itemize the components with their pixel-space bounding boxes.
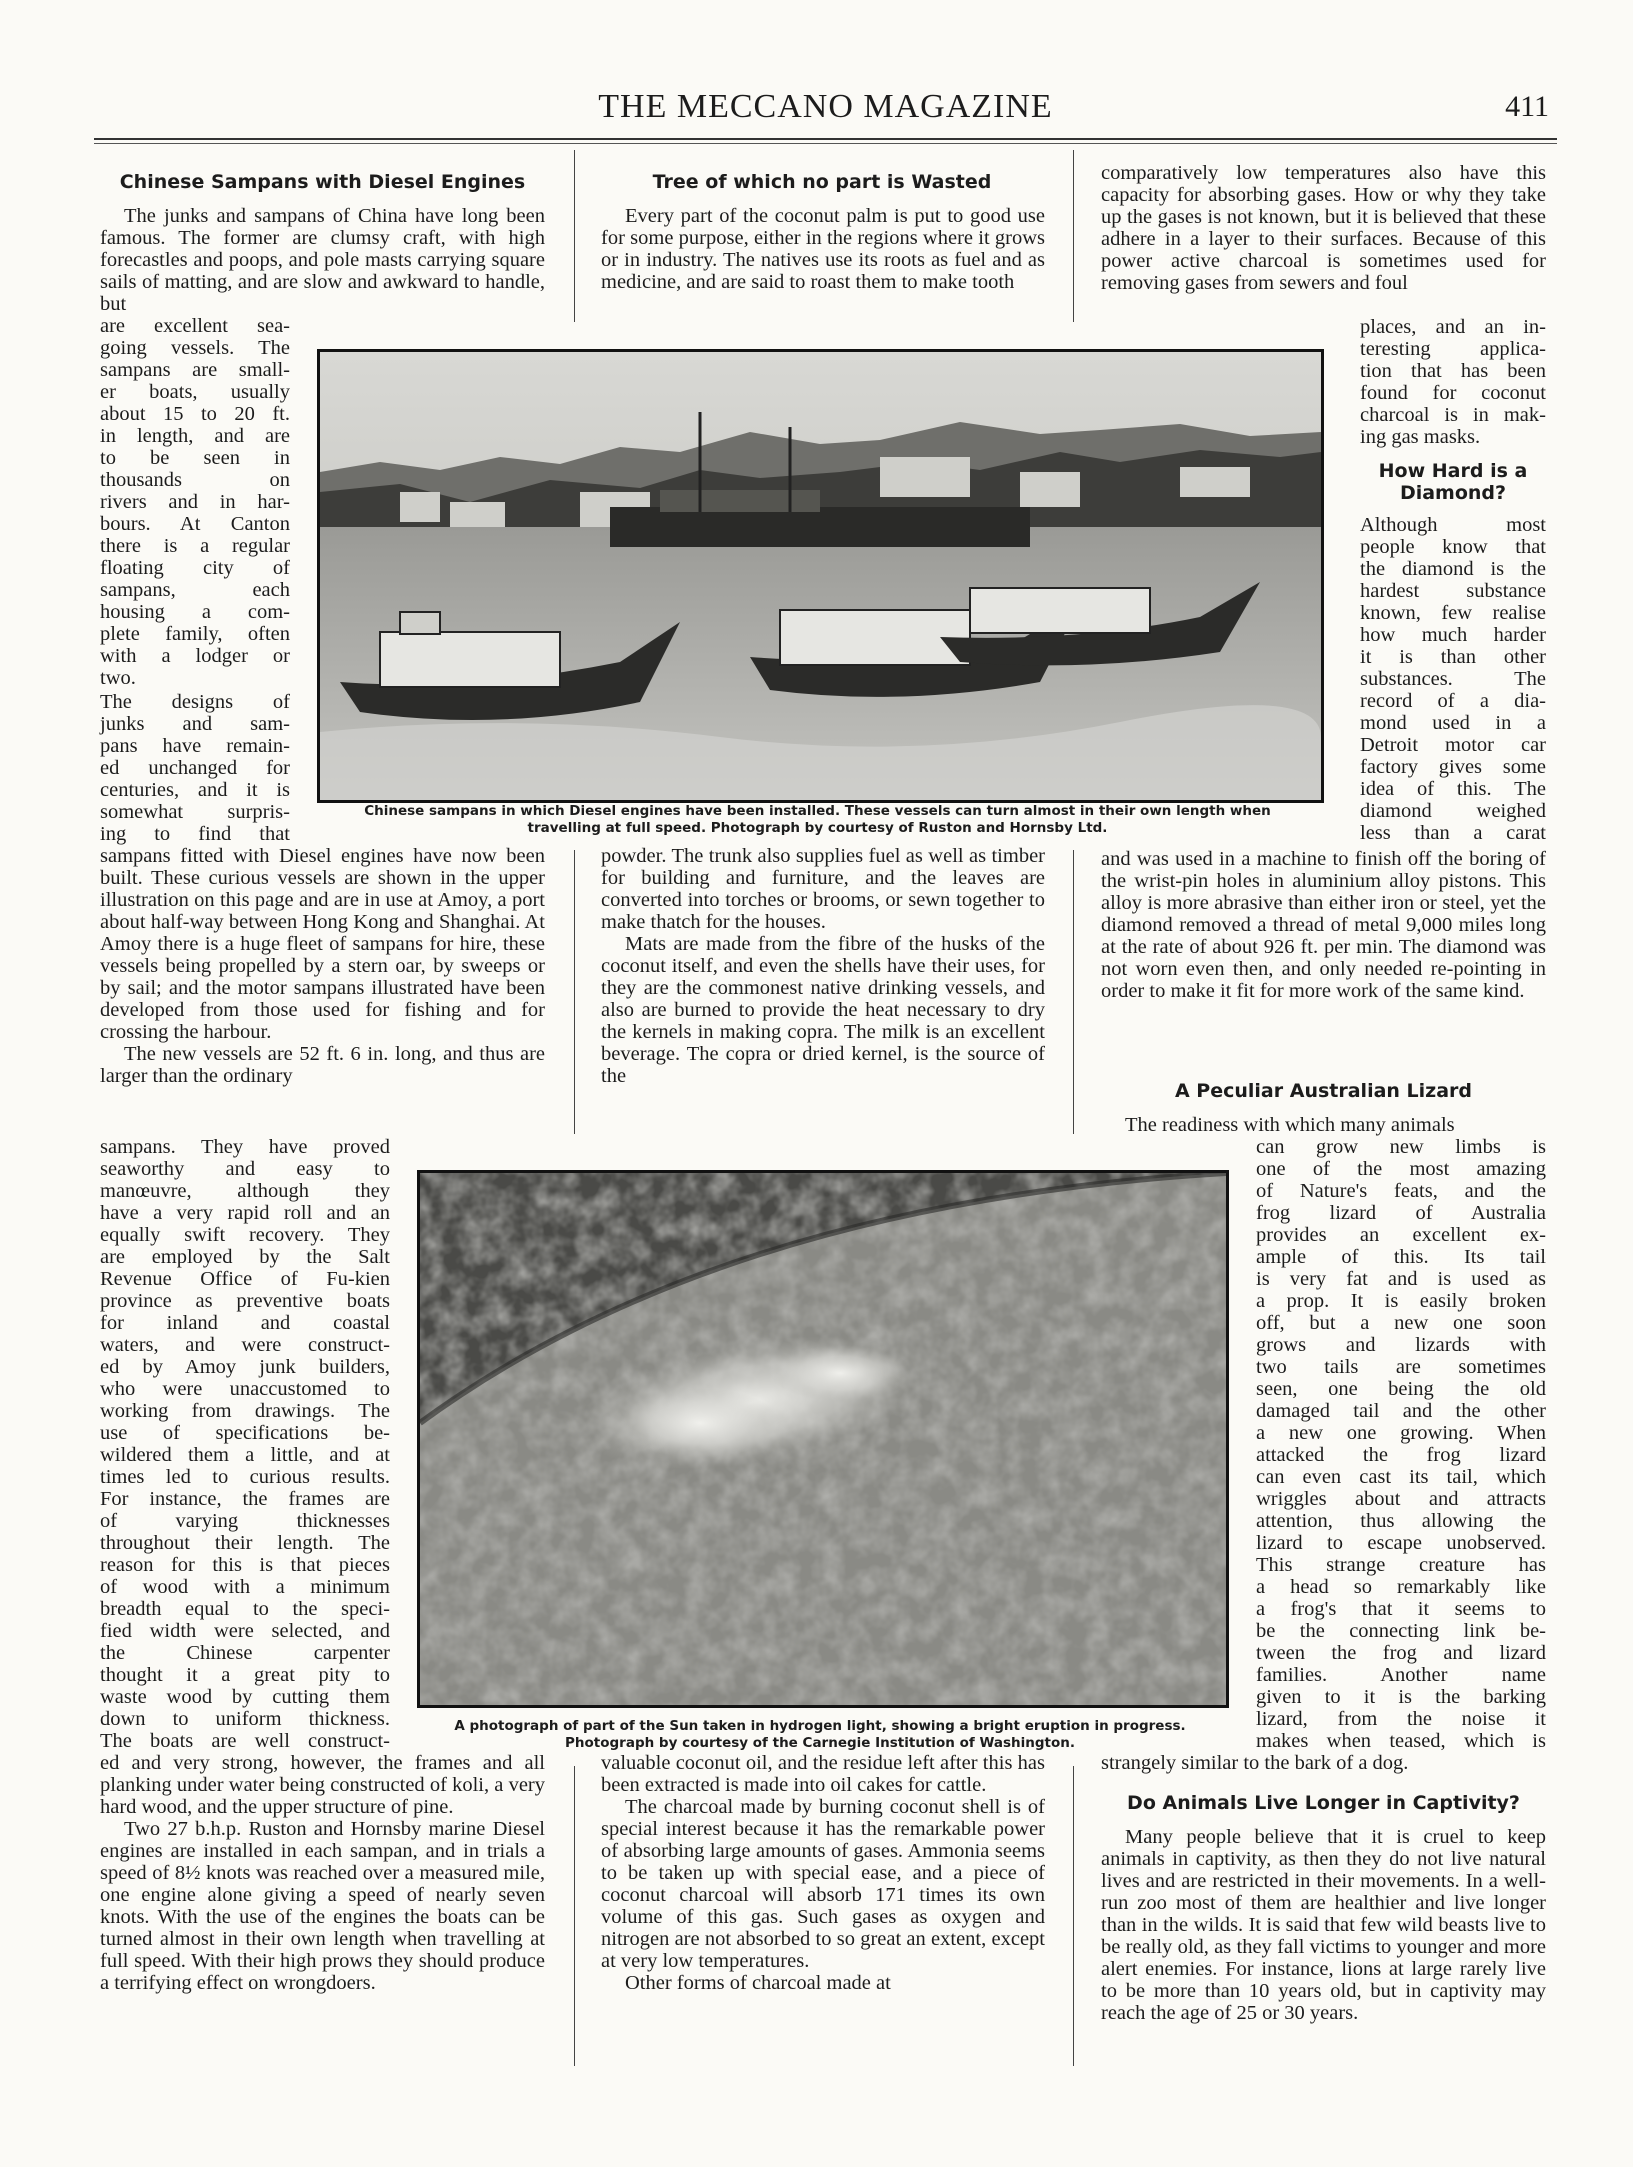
sampans-photo (317, 349, 1324, 803)
captivity-text (1101, 1826, 1546, 2024)
text-line: it is than other (1360, 646, 1546, 668)
coconut-para: Mats are made from the fibre of the husks of the coconut itself, and even the shells have their uses, for they are the commonest native drinking vessels, and also are burned to provide the heat necessary to dry the kernels in making copra. The milk is an excellent beverage. The copra or dried kernel, is the source of the (601, 933, 1045, 1087)
text-line: thousands on (100, 469, 290, 491)
sampans-narrow-text-2 (100, 691, 290, 845)
text-line: a frog's that it seems to (1256, 1598, 1546, 1620)
sampans-para: Two 27 b.h.p. Ruston and Hornsby marine Diesel engines are installed in each sampan, and in trials a speed of 8½ knots was reached over a measured mile, one engine alone giving a speed of nearly seven knots. With the use of the engines the boats can be turned almost in their own length when travelling at full speed. With their high prows they should produce a terrifying effect on wrongdoers. (100, 1818, 545, 1994)
lizard-heading: A Peculiar Australian Lizard (1174, 1080, 1473, 1102)
text-line: lizard to escape unobserved. (1256, 1532, 1546, 1554)
text-line: bours. At Canton (100, 513, 290, 535)
text-line: substances. The (1360, 668, 1546, 690)
text-line: er boats, usually (100, 381, 290, 403)
text-line: lizard, from the noise it (1256, 1708, 1546, 1730)
text-line: charcoal is in mak- (1360, 404, 1546, 426)
text-line: idea of this. The (1360, 778, 1546, 800)
text-line: the diamond is the (1360, 558, 1546, 580)
text-line: This strange creature has (1256, 1554, 1546, 1576)
text-line: found for coconut (1360, 382, 1546, 404)
sun-caption-line: Photograph by courtesy of the Carnegie Institution of Washington. (565, 1735, 1075, 1751)
text-line: wildered them a little, and at (100, 1444, 390, 1466)
charcoal-para: comparatively low temperatures also have this capacity for absorbing gases. How or why they take up the gases is not known, but it is believed that these adhere in a layer to their surfaces. Because of this power active charcoal is sometimes used for removing gases from sewers and foul (1101, 162, 1546, 294)
text-line: with a lodger or (100, 645, 290, 667)
text-line: diamond weighed (1360, 800, 1546, 822)
text-line: mond used in a (1360, 712, 1546, 734)
text-line: to be seen in (100, 447, 290, 469)
text-line: centuries, and it is (100, 779, 290, 801)
text-line: working from drawings. The (100, 1400, 390, 1422)
text-line: going vessels. The (100, 337, 290, 359)
text-line: throughout their length. The (100, 1532, 390, 1554)
text-line: off, but a new one soon (1256, 1312, 1546, 1334)
text-line: for inland and coastal (100, 1312, 390, 1334)
column-rule (1073, 150, 1074, 322)
text-line: record of a dia- (1360, 690, 1546, 712)
text-line: breadth equal to the speci- (100, 1598, 390, 1620)
coconut-mid-text (601, 845, 1045, 1087)
text-line: down to uniform thickness. (100, 1708, 390, 1730)
text-line: known, few realise (1360, 602, 1546, 624)
sampans-caption (300, 803, 1335, 837)
column-rule (1073, 1766, 1074, 2066)
text-line: sampans are small- (100, 359, 290, 381)
text-line: two tails are sometimes (1256, 1356, 1546, 1378)
page-number: 411 (1505, 90, 1549, 123)
text-line: the Chinese carpenter (100, 1642, 390, 1664)
text-line: Detroit motor car (1360, 734, 1546, 756)
text-line: sampans. They have proved (100, 1136, 390, 1158)
text-line: attacked the frog lizard (1256, 1444, 1546, 1466)
text-line: equally swift recovery. They (100, 1224, 390, 1246)
sampans-intro (100, 205, 545, 315)
sampans-narrow-text-3 (100, 1136, 390, 1752)
sampans-caption-line: Chinese sampans in which Diesel engines have been installed. These vessels can turn almost in their own length when (364, 803, 1271, 819)
text-line: of varying thicknesses (100, 1510, 390, 1532)
charcoal-continuation (1101, 162, 1546, 294)
text-line: seen, one being the old (1256, 1378, 1546, 1400)
text-line: Revenue Office of Fu-kien (100, 1268, 390, 1290)
text-line: use of specifications be- (100, 1422, 390, 1444)
text-line: province as preventive boats (100, 1290, 390, 1312)
text-line: plete family, often (100, 623, 290, 645)
text-line: be the connecting link be- (1256, 1620, 1546, 1642)
coconut-heading: Tree of which no part is Wasted (652, 171, 992, 193)
header-rule-thin (94, 143, 1557, 144)
column-rule (1073, 850, 1074, 1134)
text-line: reason for this is that pieces (100, 1554, 390, 1576)
text-line: seaworthy and easy to (100, 1158, 390, 1180)
text-line: thought it a great pity to (100, 1664, 390, 1686)
text-line: are employed by the Salt (100, 1246, 390, 1268)
text-line: of Nature's feats, and the (1256, 1180, 1546, 1202)
text-line: Although most (1360, 514, 1546, 536)
column-rule (574, 150, 575, 322)
coconut-para: powder. The trunk also supplies fuel as well as timber for building and furniture, and the leaves are converted into torches or brooms, or sewn together to make thatch for the houses. (601, 845, 1045, 933)
text-line: one of the most amazing (1256, 1158, 1546, 1180)
text-line: The boats are well construct- (100, 1730, 390, 1752)
coconut-para: valuable coconut oil, and the residue left after this has been extracted is made into oil cakes for cattle. (601, 1752, 1045, 1796)
text-line: times led to curious results. (100, 1466, 390, 1488)
text-line: housing a com- (100, 601, 290, 623)
text-line: given to it is the barking (1256, 1686, 1546, 1708)
text-line: two. (100, 667, 136, 689)
text-line: provides an excellent ex- (1256, 1224, 1546, 1246)
text-line: a head so remarkably like (1256, 1576, 1546, 1598)
text-line: frog lizard of Australia (1256, 1202, 1546, 1224)
text-line: rivers and in har- (100, 491, 290, 513)
lizard-narrow-text (1256, 1136, 1546, 1752)
sampans-bottom-text (100, 1752, 545, 1994)
charcoal-narrow-text (1360, 316, 1546, 448)
magazine-title: THE MECCANO MAGAZINE (598, 88, 1053, 125)
sun-photo (417, 1170, 1229, 1708)
text-line: wriggles about and attracts (1256, 1488, 1546, 1510)
text-line: fied width were selected, and (100, 1620, 390, 1642)
text-line: manœuvre, although they (100, 1180, 390, 1202)
text-line: families. Another name (1256, 1664, 1546, 1686)
sampans-narrow-text-1 (100, 315, 290, 689)
lizard-first-line (1101, 1114, 1546, 1136)
sampans-para: The new vessels are 52 ft. 6 in. long, and thus are larger than the ordinary (100, 1043, 545, 1087)
diamond-narrow-text (1360, 514, 1546, 844)
text-line: tion that has been (1360, 360, 1546, 382)
sun-caption (400, 1718, 1240, 1752)
text-line: in length, and are (100, 425, 290, 447)
column-rule (574, 1766, 575, 2066)
text-line: The designs of (100, 691, 290, 713)
text-line: ample of this. Its tail (1256, 1246, 1546, 1268)
text-line: about 15 to 20 ft. (100, 403, 290, 425)
text-line: who were unaccustomed to (100, 1378, 390, 1400)
sampans-heading: Chinese Sampans with Diesel Engines (119, 171, 526, 193)
coconut-para: Other forms of charcoal made at (625, 1972, 891, 1994)
coconut-para: Every part of the coconut palm is put to good use for some purpose, either in the regions where it grows or in industry. The natives use its roots as fuel and as medicine, and are said to roast them to make tooth (601, 205, 1045, 293)
text-line: ing to find that (100, 823, 290, 845)
text-line: sampans, each (100, 579, 290, 601)
text-line: hardest substance (1360, 580, 1546, 602)
text-line: For instance, the frames are (100, 1488, 390, 1510)
sampans-mid-text (100, 845, 545, 1087)
diamond-text (1101, 848, 1546, 1002)
coconut-para: The charcoal made by burning coconut shell is of special interest because it has the remarkable power of absorbing large amounts of gases. Ammonia seems to be taken up with special ease, and a piece of coconut charcoal will absorb 171 times its own volume of this gas. Such gases as oxygen and nitrogen are not absorbed to so great an extent, except at very low temperatures. (601, 1796, 1045, 1972)
text-line: tween the frog and lizard (1256, 1642, 1546, 1664)
header-rule (94, 138, 1557, 140)
text-line: less than a carat (1360, 822, 1546, 844)
text-line: floating city of (100, 557, 290, 579)
text-line: waste wood by cutting them (100, 1686, 390, 1708)
text-line: teresting applica- (1360, 338, 1546, 360)
text-line: pans have remain- (100, 735, 290, 757)
sampans-caption-line: travelling at full speed. Photograph by courtesy of Ruston and Hornsby Ltd. (527, 820, 1108, 836)
lizard-last-line (1101, 1752, 1546, 1774)
captivity-para: Many people believe that it is cruel to keep animals in captivity, as then they do not live natural lives and are restricted in their movements. In a well-run zoo most of them are healthier and live longer than in the wilds. It is said that few wild beasts live to be really old, as they fall victims to younger and more alert enemies. For instance, lions at large rarely live to be more than 10 years old, but in captivity may reach the age of 25 or 30 years. (1101, 1826, 1546, 2024)
lizard-para: The readiness with which many animals (1125, 1114, 1455, 1136)
text-line: ed by Amoy junk builders, (100, 1356, 390, 1378)
text-line: ing gas masks. (1360, 426, 1481, 448)
sun-photo-image (420, 1173, 1226, 1705)
text-line: grows and lizards with (1256, 1334, 1546, 1356)
text-line: how much harder (1360, 624, 1546, 646)
text-line: are excellent sea- (100, 315, 290, 337)
text-line: can even cast its tail, which (1256, 1466, 1546, 1488)
coconut-bottom-text (601, 1752, 1045, 1994)
text-line: a new one growing. When (1256, 1422, 1546, 1444)
text-line: is very fat and is used as (1256, 1268, 1546, 1290)
text-line: places, and an in- (1360, 316, 1546, 338)
text-line: factory gives some (1360, 756, 1546, 778)
sampans-photo-image (320, 352, 1321, 800)
text-line: ed unchanged for (100, 757, 290, 779)
text-line: a prop. It is easily broken (1256, 1290, 1546, 1312)
sampans-para: sampans fitted with Diesel engines have now been built. These curious vessels are shown in the upper illustration on this page and are in use at Amoy, a port about half-way between Hong Kong and Shanghai. At Amoy there is a huge fleet of sampans for hire, these vessels being propelled by a stern oar, by sweeps or by sail; and the motor sampans illustrated have been developed from those used for fishing and for crossing the harbour. (100, 845, 545, 1043)
text-line: junks and sam- (100, 713, 290, 735)
lizard-para: strangely similar to the bark of a dog. (1101, 1752, 1409, 1774)
diamond-heading: How Hard is a Diamond? (1378, 460, 1528, 504)
text-line: of wood with a minimum (100, 1576, 390, 1598)
text-line: have a very rapid roll and an (100, 1202, 390, 1224)
text-line: somewhat surpris- (100, 801, 290, 823)
captivity-heading: Do Animals Live Longer in Captivity? (1127, 1792, 1520, 1814)
text-line: makes when teased, which is (1256, 1730, 1546, 1752)
text-line: attention, thus allowing the (1256, 1510, 1546, 1532)
text-line: there is a regular (100, 535, 290, 557)
sampans-para: ed and very strong, however, the frames and all planking under water being constructed of koli, a very hard wood, and the upper structure of pine. (100, 1752, 545, 1818)
text-line: people know that (1360, 536, 1546, 558)
page-header (94, 88, 1557, 128)
sampans-para: The junks and sampans of China have long been famous. The former are clumsy craft, with high forecastles and poops, and pole masts carrying square sails of matting, and are slow and awkward to handle, but (100, 205, 545, 315)
diamond-para: and was used in a machine to finish off the boring of the wrist-pin holes in aluminium alloy pistons. This alloy is more abrasive than either iron or steel, yet the diamond removed a thread of metal 9,000 miles long at the rate of about 926 ft. per min. The diamond was not worn even then, and only needed re-pointing in order to make it fit for more work of the same kind. (1101, 848, 1546, 1002)
text-line: damaged tail and the other (1256, 1400, 1546, 1422)
sun-caption-line: A photograph of part of the Sun taken in hydrogen light, showing a bright eruption in progress. (454, 1718, 1186, 1734)
text-line: waters, and were construct- (100, 1334, 390, 1356)
text-line: can grow new limbs is (1256, 1136, 1546, 1158)
column-rule (574, 850, 575, 1134)
coconut-intro (601, 205, 1045, 293)
